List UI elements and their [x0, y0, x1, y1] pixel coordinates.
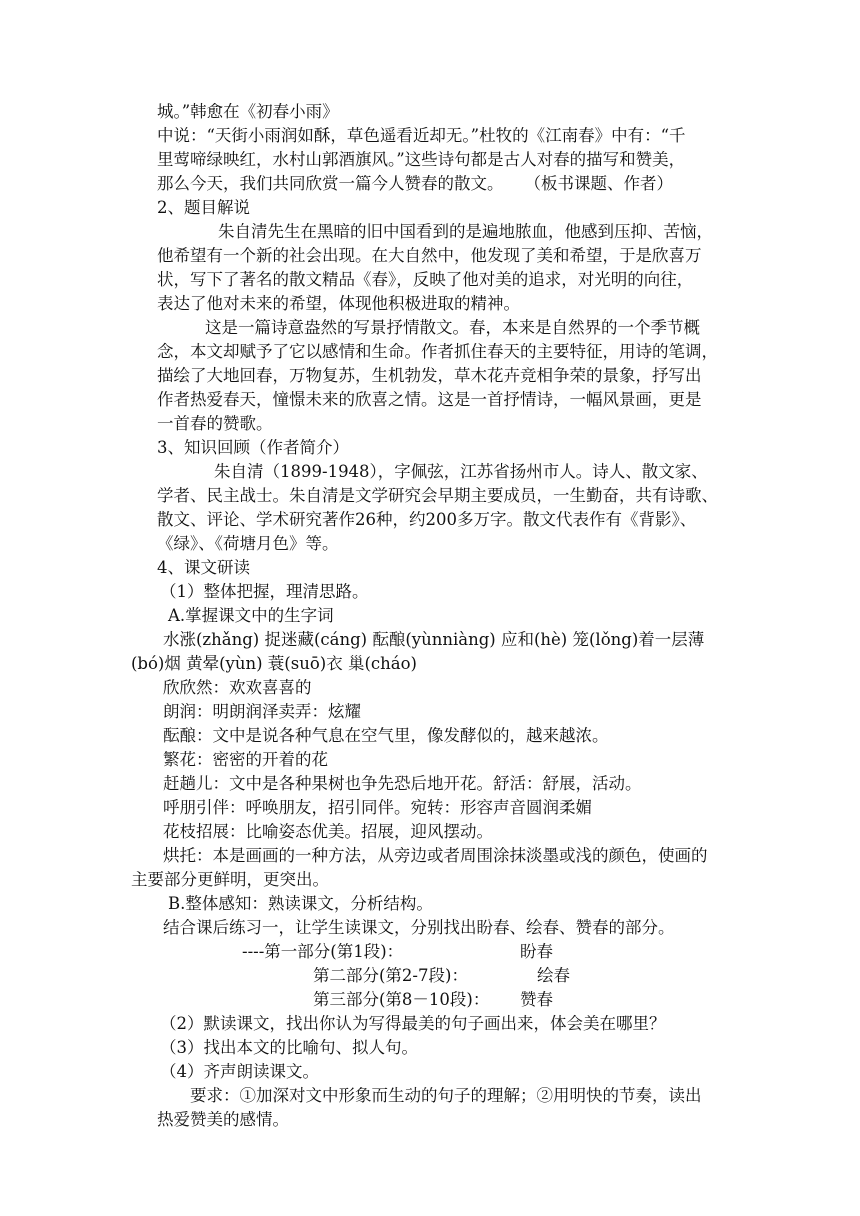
section-heading: 4、课文研读 [157, 558, 250, 577]
section-heading: 3、知识回顾（作者简介） [157, 438, 349, 457]
subsection-heading: B.整体感知：熟读课文，分析结构。 [168, 894, 433, 913]
text-line: 学者、民主战士。朱自清是文学研究会早期主要成员，一生勤奋，共有诗歌、 [157, 486, 718, 505]
structure-part-name: 盼春 [520, 942, 553, 961]
text-line: 繁花：密密的开着的花 [163, 750, 328, 769]
text-line: 主要部分更鲜明，更突出。 [131, 870, 329, 889]
text-line: 表达了他对未来的希望，体现他积极进取的精神。 [157, 294, 520, 313]
text-line: 欣欣然：欢欢喜喜的 [163, 678, 312, 697]
text-line: （3）找出本文的比喻句、拟人句。 [160, 1038, 418, 1057]
text-line: 呼朋引伴：呼唤朋友，招引同伴。宛转：形容声音圆润柔媚 [163, 798, 592, 817]
text-line: 他希望有一个新的社会出现。在大自然中，他发现了美和希望，于是欣喜万 [157, 246, 702, 265]
section-heading: 2、题目解说 [157, 198, 250, 217]
subsection-heading: （1）整体把握，理清思路。 [160, 582, 369, 601]
text-line: 结合课后练习一，让学生读课文，分别找出盼春、绘春、赞春的部分。 [163, 918, 675, 937]
text-line: 里莺啼绿映红，水村山郭酒旗风。”这些诗句都是古人对春的描写和赞美， [157, 150, 686, 169]
text-line: 那么今天，我们共同欣赏一篇今人赞春的散文。 （板书课题、作者） [157, 174, 673, 193]
text-line: 热爱赞美的感情。 [157, 1110, 289, 1129]
text-line: 城。”韩愈在《初春小雨》 [157, 102, 339, 121]
subsection-heading: A.掌握课文中的生字词 [168, 606, 334, 625]
text-line: 花枝招展：比喻姿态优美。招展，迎风摆动。 [163, 822, 493, 841]
text-line: (bó)烟 黄晕(yùn) 蓑(suō)衣 巢(cháo) [131, 654, 417, 673]
text-line: 一首春的赞歌。 [157, 414, 273, 433]
text-line: 状，写下了著名的散文精品《春》，反映了他对美的追求，对光明的向往， [157, 270, 694, 289]
text-line: 这是一篇诗意盎然的写景抒情散文。春，本来是自然界的一个季节概 [205, 318, 700, 337]
text-line: 《绿》、《荷塘月色》等。 [157, 534, 339, 553]
text-line: 散文、评论、学术研究著作26种，约200多万字。散文代表作有《背影》、 [157, 510, 697, 529]
text-line: 朱自清先生在黑暗的旧中国看到的是遍地脓血，他感到压抑、苦恼， [218, 222, 713, 241]
text-line: 作者热爱春天，憧憬未来的欣喜之情。这是一首抒情诗，一幅风景画，更是 [157, 390, 702, 409]
text-line: 水涨(zhǎng) 捉迷藏(cáng) 酝酿(yùnniàng) 应和(hè) 笼(lǒng)着一层薄 [163, 630, 705, 649]
text-line: 赶趟儿：文中是各种果树也争先恐后地开花。舒活：舒展，活动。 [163, 774, 642, 793]
structure-part-label: 第二部分(第2-7段)： [313, 966, 468, 985]
text-line: 朱自清（1899-1948），字佩弦，江苏省扬州市人。诗人、散文家、 [214, 462, 708, 481]
text-line: 描绘了大地回春，万物复苏，生机勃发，草木花卉竞相争荣的景象，抒写出 [157, 366, 702, 385]
text-line: 要求：①加深对文中形象而生动的句子的理解；②用明快的节奏，读出 [190, 1086, 702, 1105]
text-line: （4）齐声朗读课文。 [160, 1062, 319, 1081]
structure-part-label: 第三部分(第8－10段)： [313, 990, 490, 1009]
text-line: 中说：“天街小雨润如酥，草色遥看近却无。”杜牧的《江南春》中有：“千 [157, 126, 686, 145]
structure-part-label: ----第一部分(第1段)： [242, 942, 404, 961]
structure-part-name: 赞春 [520, 990, 553, 1009]
text-line: 烘托：本是画画的一种方法，从旁边或者周围涂抹淡墨或浅的颜色，使画的 [163, 846, 708, 865]
text-line: 朗润：明朗润泽卖弄：炫耀 [163, 702, 361, 721]
structure-part-name: 绘春 [537, 966, 570, 985]
text-line: 酝酿：文中是说各种气息在空气里，像发酵似的，越来越浓。 [163, 726, 609, 745]
text-line: （2）默读课文，找出你认为写得最美的句子画出来，体会美在哪里？ [160, 1014, 666, 1033]
text-line: 念，本文却赋予了它以感情和生命。作者抓住春天的主要特征，用诗的笔调， [157, 342, 718, 361]
